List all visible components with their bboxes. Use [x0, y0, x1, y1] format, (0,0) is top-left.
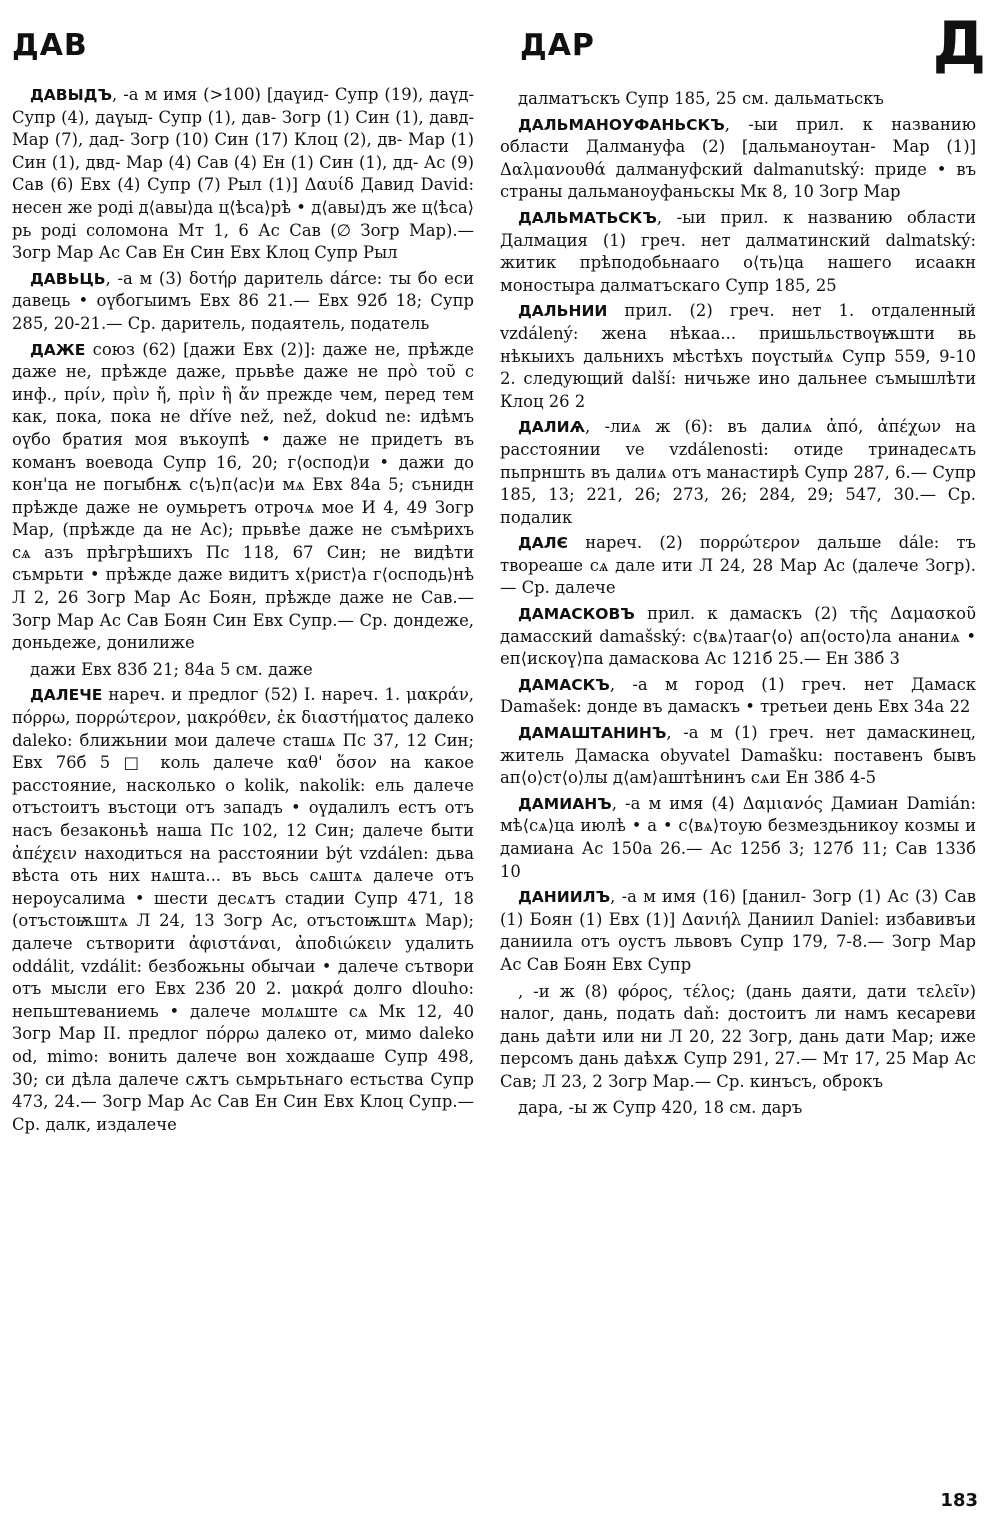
entry — [12, 268, 474, 336]
entry-body: союз (62) [дажи Евх (2)]: даже не, прѣжде даже не, прѣжде даже, прьвѣе даже не πρὸ τοῦ с инф., πρίν, πρὶν ἤ, πρὶν ἢ ἄν прежде чем, перед тем как, пока, пока не dříve než, než, dokud ne: идѣмъ оүбо братия моя въкоупѣ • даже не придетъ въ команъ воевода Супр 16, 20; г⟨оспод⟩и • дажи до кон'ца не погыбнѫ с⟨ъ⟩п⟨ас⟩и мѧ Евх 84а 5; сънидн прѣжде даже не оумьретъ отрочѧ мое И 4, 49 Зогр Мар, (прѣжде да не Ас); прьвѣе даже не съмѣрихъ сѧ азъ прѣгрѣшихъ Пс 118, 67 Син; не видѣти съмрьти • прѣжде даже видитъ х⟨рист⟩а г⟨осподь⟩нѣ Л 2, 26 Зогр Мар Ас Боян, прѣжде даже не Сав.— Зогр Мар Ас Сав Боян Син Евх Супр.— Ср. дондеже, доньдеже, донилиже — [12, 339, 474, 653]
entry — [12, 684, 474, 1136]
entry-body: , -а м имя (4) Δαμιανός Дамиан Damián: мѣ⟨сѧ⟩ца июлѣ • а • с⟨вѧ⟩тоую безмездьникоу козмы и дамиана Ас 150а 26.— Ас 125б 3; 127б 11; Сав 133б 10 — [500, 793, 976, 881]
entry-body: , -ыи прил. к названию области Далмануфа (2) [дальманоутан- Мар (1)] Δαλμανουθά далмануфский dalmanutský: приде • въ страны дальманоуфаньскы Мк 8, 10 Зогр Мар — [500, 114, 976, 202]
page-number: 183 — [940, 1490, 978, 1511]
headword: ДАМАШТАНИНЪ — [518, 724, 667, 743]
entry-body: , -а м имя (>100) [даүид- Супр (19), даүд- Супр (4), даүыд- Супр (1), дав- Зогр (1) Син (1), давд- Мар (7), дад- Зогр (10) Син (17) Клоц (2), дв- Мар (1) Син (1), двд- Мар (4) Сав (4) Ен (1) Син (1), дд- Ас (9) Сав (6) Евх (4) Супр (7) Рыл (1)] Δαυίδ Давид David: несен же роді д⟨авы⟩да ц⟨ѣса⟩рѣ • д⟨авы⟩дъ же ц⟨ѣса⟩рь роді соломона Мт 1, 6 Ас Сав (∅ Зогр Мар).— Зогр Мар Ас Сав Ен Син Евх Клоц Супр Рыл — [12, 85, 474, 263]
headword: ДАМИАНЪ — [518, 794, 612, 813]
entry — [500, 532, 976, 600]
entry-body: прил. к дамаскъ (2) τῆς Δαμασκοῦ дамасский damašský: с⟨вѧ⟩тааг⟨о⟩ ап⟨осто⟩ла ананиѧ • еп⟨искоү⟩па дамаскова Ас 121б 25.— Ен 38б 3 — [500, 604, 976, 669]
entry-body: , -и ж (8) φόρος, τέλος; (дань даяти, дати τελεῖν) налог, дань, подать daň: достоитъ ли намъ кесареви дань даѣти или ни Л 20, 22 Зогр, дань дати Мар; иже персомъ дань даѣхѫ Супр 291, 27.— Мт 17, 25 Мар Ас Сав; Л 23, 2 Зогр Мар.— Ср. кинъсъ, оброкъ — [500, 981, 976, 1091]
headword: ДАНИИЛЪ — [518, 888, 611, 907]
entry-body: дара, -ы ж Супр 420, 18 см. даръ — [518, 1097, 803, 1117]
headword: ДАМАСКЪ — [518, 675, 610, 694]
entry-body: нареч. (2) πορρώτερον дальше dále: тъ твореаше сѧ дале ити Л 24, 28 Мар Ас (далече Зогр).— Ср. далече — [500, 533, 976, 598]
entry-body: далматъскъ Супр 185, 25 см. дальматьскъ — [518, 89, 884, 108]
entry — [500, 722, 976, 790]
entry-body: , -ыи прил. к названию области Далмация (1) греч. нет далматинский dalmatský: житик прѣподобьнааго о⟨ть⟩ца нашего исаакн моностыра далматъскаго Супр 185, 25 — [500, 207, 976, 295]
entry — [500, 1097, 976, 1120]
entry — [500, 416, 976, 529]
entry — [12, 84, 474, 265]
running-head-center: ДАР — [520, 28, 595, 63]
entry — [12, 339, 474, 655]
entry-body: , -а м (3) δοτήρ даритель dárce: ты бо еси давець • оүбогыимъ Евх 86 21.— Евх 92б 18; Супр 285, 20-21.— Ср. даритель, подаятель, податель — [12, 268, 474, 333]
right-column — [500, 84, 976, 1122]
headword: ДАЛИѦ — [518, 418, 586, 437]
headword: ДАВЬЦЬ — [30, 269, 106, 288]
entry-body: дажи Евх 83б 21; 84а 5 см. даже — [30, 659, 313, 679]
entry — [500, 207, 976, 297]
entry-body: нареч. и предлог (52) I. нареч. 1. μακράν, πόρρω, πορρώτερον, μακρόθεν, ἐκ διαστήματος далеко daleko: ближьнии мои далече сташѧ Пс 37, 12 Син; Евх 76б 5 □ коль далече καθ' ὅσον на какое расстояние, насколько o kolik, nakolik: ель далече отъстоитъ въстоци отъ западъ • оүдалилъ естъ отъ насъ безаконьѣ наша Пс 102, 12 Син; далече быти ἀπέχειν находиться на расстоянии být vzdálen: дьва вѣста оть них нѧшта... въ вьсь сѧштѧ далече отъ нероусалима • шести десѧтъ стадии Супр 471, 18 (отъстоѭштѧ Л 24, 13 Зогр Ас, отъстоѭштѧ Мар); далече сътворити ἀφιστάναι, ἀποδιώκειν удалить oddálit, vzdálit: безбожьны обычаи • далече сътвори отъ мысли его Евх 23б 20 2. μακρά долго dlouho: непьштеваниемь • далече молѧште сѧ Мк 12, 40 Зогр Мар II. предлог πόρρω далеко от, мимо daleko od, mimo: вонить далече вон хождааше Супр 498, 30; си дѣла далече сѫтъ сьмрьтьнаго естьства Супр 473, 24.— Зогр Мар Ас Сав Ен Син Евх Клоц Супр.— Ср. далк, издалече — [12, 685, 474, 1134]
entry-body: , -а м имя (16) [данил- Зогр (1) Ас (3) Сав (1) Боян (1) Евх (1)] Δανιήλ Даниил Daniel: избавивъи даниила отъ оустъ львовъ Супр 179, 7-8.— Зогр Мар Ас Сав Боян Евх Супр — [500, 887, 976, 974]
entry-body: , -а м (1) греч. нет дамаскинец, житель Дамаска obyvatel Damašku: поставенъ бывъ ап⟨о⟩ст⟨о⟩лы д⟨ам⟩аштѣнинъ сѧи Ен 38б 4-5 — [500, 723, 976, 788]
cross-reference — [500, 88, 976, 111]
entry — [500, 886, 976, 976]
headword: ДАЛЕЧЕ — [30, 686, 103, 705]
headword: ДАЛЬМАТЬСКЪ — [518, 208, 657, 227]
entry-body: , -а м город (1) греч. нет Дамаск Damašek: донде въ дамаскъ • третьеи день Евх 34а 22 — [500, 674, 976, 717]
left-column — [12, 84, 474, 1139]
entry — [500, 114, 976, 204]
cross-reference — [12, 659, 474, 682]
headword: ДАЛЬМАНОУФАНЬСКЪ — [518, 115, 725, 134]
headword: ДАЛЄ — [518, 534, 569, 553]
entry — [500, 674, 976, 719]
entry-body: прил. (2) греч. нет 1. отдаленный vzdálený: жена нѣкаа... пришьльствоүѭшти вь нѣкыихъ дальнихъ мѣстѣхъ поүстыйѧ Супр 559, 9-10 2. следующий další: ничьже ино дальнее съмышлѣти Клоц 26 2 — [500, 301, 976, 411]
cross-reference — [500, 981, 976, 1094]
entry — [500, 603, 976, 671]
headword: ДАМАСКОВЪ — [518, 605, 635, 624]
running-head-left: ДАВ — [12, 28, 88, 63]
headword: ДАЖЕ — [30, 340, 86, 359]
headword: ДАЛЬНИИ — [518, 302, 608, 321]
headword: ДАВЫДЪ — [30, 86, 113, 104]
section-letter: Д — [932, 9, 986, 79]
entry — [500, 300, 976, 413]
entry-body: , -лиѧ ж (6): въ далиѧ ἀπό, ἀπέχων на расстоянии ve vzdálenosti: отиде тринадесѧть пьпрншть въ далиѧ отъ манастирѣ Супр 287, 6.— Супр 185, 13; 221, 26; 273, 26; 284, 29; 547, 30.— Ср. подалик — [500, 417, 976, 527]
entry — [500, 793, 976, 883]
